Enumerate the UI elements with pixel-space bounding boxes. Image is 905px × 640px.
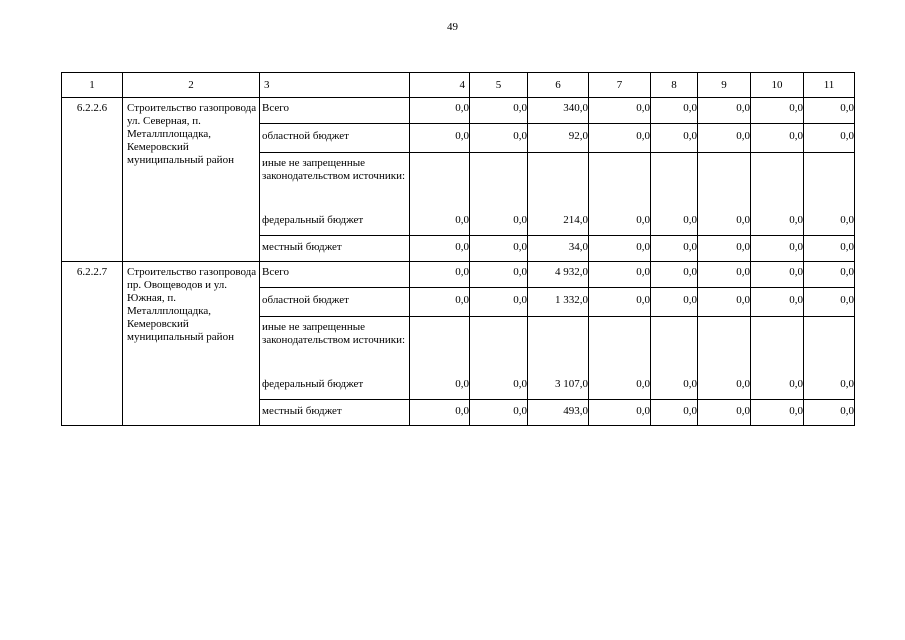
table-row bbox=[62, 98, 855, 124]
table-cell: 0,0 bbox=[651, 400, 698, 426]
table-cell: 0,0 bbox=[751, 262, 804, 288]
column-header: 10 bbox=[751, 73, 804, 98]
table-cell: 0,0 bbox=[804, 288, 855, 317]
row-label: областной бюджет bbox=[260, 124, 410, 153]
table-cell: 0,0 bbox=[698, 262, 751, 288]
column-header: 8 bbox=[651, 73, 698, 98]
table-cell: 0,0 bbox=[410, 262, 470, 288]
table-cell bbox=[528, 153, 589, 202]
column-header: 1 bbox=[62, 73, 123, 98]
table-cell: 0,0 bbox=[804, 201, 855, 236]
column-header: 2 bbox=[123, 73, 260, 98]
table-cell: 0,0 bbox=[698, 98, 751, 124]
table-cell: 0,0 bbox=[470, 124, 528, 153]
table-cell: 0,0 bbox=[804, 262, 855, 288]
page-number: 49 bbox=[447, 21, 458, 33]
table-cell bbox=[528, 317, 589, 366]
table-cell: 0,0 bbox=[651, 236, 698, 262]
table-cell: 0,0 bbox=[470, 98, 528, 124]
row-label: местный бюджет bbox=[260, 236, 410, 262]
table-cell: 0,0 bbox=[410, 236, 470, 262]
column-header: 3 bbox=[260, 73, 410, 98]
table-cell: 34,0 bbox=[528, 236, 589, 262]
row-label: иные не запрещенные законодательством источники: bbox=[260, 153, 410, 202]
table-cell bbox=[589, 317, 651, 366]
table-cell: 0,0 bbox=[751, 236, 804, 262]
table-cell: 0,0 bbox=[589, 262, 651, 288]
table-cell: 0,0 bbox=[410, 98, 470, 124]
table-cell: 0,0 bbox=[651, 201, 698, 236]
row-label: областной бюджет bbox=[260, 288, 410, 317]
table-cell: 0,0 bbox=[589, 288, 651, 317]
table-cell: 0,0 bbox=[410, 201, 470, 236]
table-cell: 0,0 bbox=[589, 201, 651, 236]
column-header: 5 bbox=[470, 73, 528, 98]
column-header: 4 bbox=[410, 73, 470, 98]
table-cell: 0,0 bbox=[804, 124, 855, 153]
column-header: 6 bbox=[528, 73, 589, 98]
row-label: федеральный бюджет bbox=[260, 201, 410, 236]
item-name: Строительство газопровода ул. Северная, п. Металлплощадка, Кемеровский муниципальный район bbox=[123, 98, 260, 262]
table-cell: 0,0 bbox=[470, 365, 528, 400]
table-cell: 4 932,0 bbox=[528, 262, 589, 288]
table-cell: 0,0 bbox=[651, 124, 698, 153]
table-cell: 0,0 bbox=[651, 288, 698, 317]
row-label: иные не запрещенные законодательством источники: bbox=[260, 317, 410, 366]
table-cell: 0,0 bbox=[698, 124, 751, 153]
column-header: 9 bbox=[698, 73, 751, 98]
table-cell: 493,0 bbox=[528, 400, 589, 426]
table-cell: 214,0 bbox=[528, 201, 589, 236]
table-cell: 0,0 bbox=[410, 288, 470, 317]
table-cell: 0,0 bbox=[651, 365, 698, 400]
item-code: 6.2.2.6 bbox=[62, 98, 123, 262]
table-cell: 0,0 bbox=[804, 236, 855, 262]
table-cell: 0,0 bbox=[470, 201, 528, 236]
item-name: Строительство газопровода пр. Овощеводов и ул. Южная, п. Металлплощадка, Кемеровский муниципальный район bbox=[123, 262, 260, 426]
table-cell: 0,0 bbox=[410, 124, 470, 153]
table-cell: 0,0 bbox=[651, 262, 698, 288]
table-cell: 0,0 bbox=[751, 288, 804, 317]
table-cell bbox=[410, 317, 470, 366]
table-cell: 0,0 bbox=[589, 365, 651, 400]
table-cell bbox=[698, 317, 751, 366]
table-cell bbox=[751, 317, 804, 366]
table-cell: 0,0 bbox=[589, 400, 651, 426]
table-cell: 0,0 bbox=[751, 201, 804, 236]
table-cell bbox=[751, 153, 804, 202]
table-cell bbox=[804, 317, 855, 366]
table-cell: 0,0 bbox=[698, 236, 751, 262]
table-cell bbox=[804, 153, 855, 202]
table-cell: 0,0 bbox=[804, 365, 855, 400]
table-cell bbox=[651, 317, 698, 366]
table-cell bbox=[470, 317, 528, 366]
table-cell: 0,0 bbox=[470, 236, 528, 262]
table-cell: 340,0 bbox=[528, 98, 589, 124]
row-label: Всего bbox=[260, 262, 410, 288]
table-cell: 0,0 bbox=[698, 288, 751, 317]
table-cell: 0,0 bbox=[804, 98, 855, 124]
row-label: Всего bbox=[260, 98, 410, 124]
table-cell: 0,0 bbox=[698, 400, 751, 426]
row-label: местный бюджет bbox=[260, 400, 410, 426]
table-cell: 0,0 bbox=[751, 98, 804, 124]
table-cell bbox=[589, 153, 651, 202]
table-cell: 0,0 bbox=[589, 124, 651, 153]
table-cell: 0,0 bbox=[751, 400, 804, 426]
table-cell: 0,0 bbox=[589, 98, 651, 124]
table-cell: 0,0 bbox=[470, 400, 528, 426]
column-header: 11 bbox=[804, 73, 855, 98]
table-cell: 0,0 bbox=[698, 201, 751, 236]
table-cell: 0,0 bbox=[751, 124, 804, 153]
header-row bbox=[62, 73, 855, 98]
column-header: 7 bbox=[589, 73, 651, 98]
table-cell: 0,0 bbox=[804, 400, 855, 426]
row-label: федеральный бюджет bbox=[260, 365, 410, 400]
table-row bbox=[62, 262, 855, 288]
table-cell: 0,0 bbox=[589, 236, 651, 262]
table-cell: 3 107,0 bbox=[528, 365, 589, 400]
table-cell: 0,0 bbox=[470, 262, 528, 288]
table-cell: 0,0 bbox=[410, 365, 470, 400]
table-cell bbox=[698, 153, 751, 202]
table-cell: 0,0 bbox=[410, 400, 470, 426]
table-cell bbox=[470, 153, 528, 202]
budget-table bbox=[61, 72, 855, 426]
table-cell: 0,0 bbox=[470, 288, 528, 317]
table-cell bbox=[410, 153, 470, 202]
table-cell: 0,0 bbox=[651, 98, 698, 124]
item-code: 6.2.2.7 bbox=[62, 262, 123, 426]
table-cell: 0,0 bbox=[698, 365, 751, 400]
table-cell: 1 332,0 bbox=[528, 288, 589, 317]
table-cell: 0,0 bbox=[751, 365, 804, 400]
table-cell: 92,0 bbox=[528, 124, 589, 153]
table-cell bbox=[651, 153, 698, 202]
